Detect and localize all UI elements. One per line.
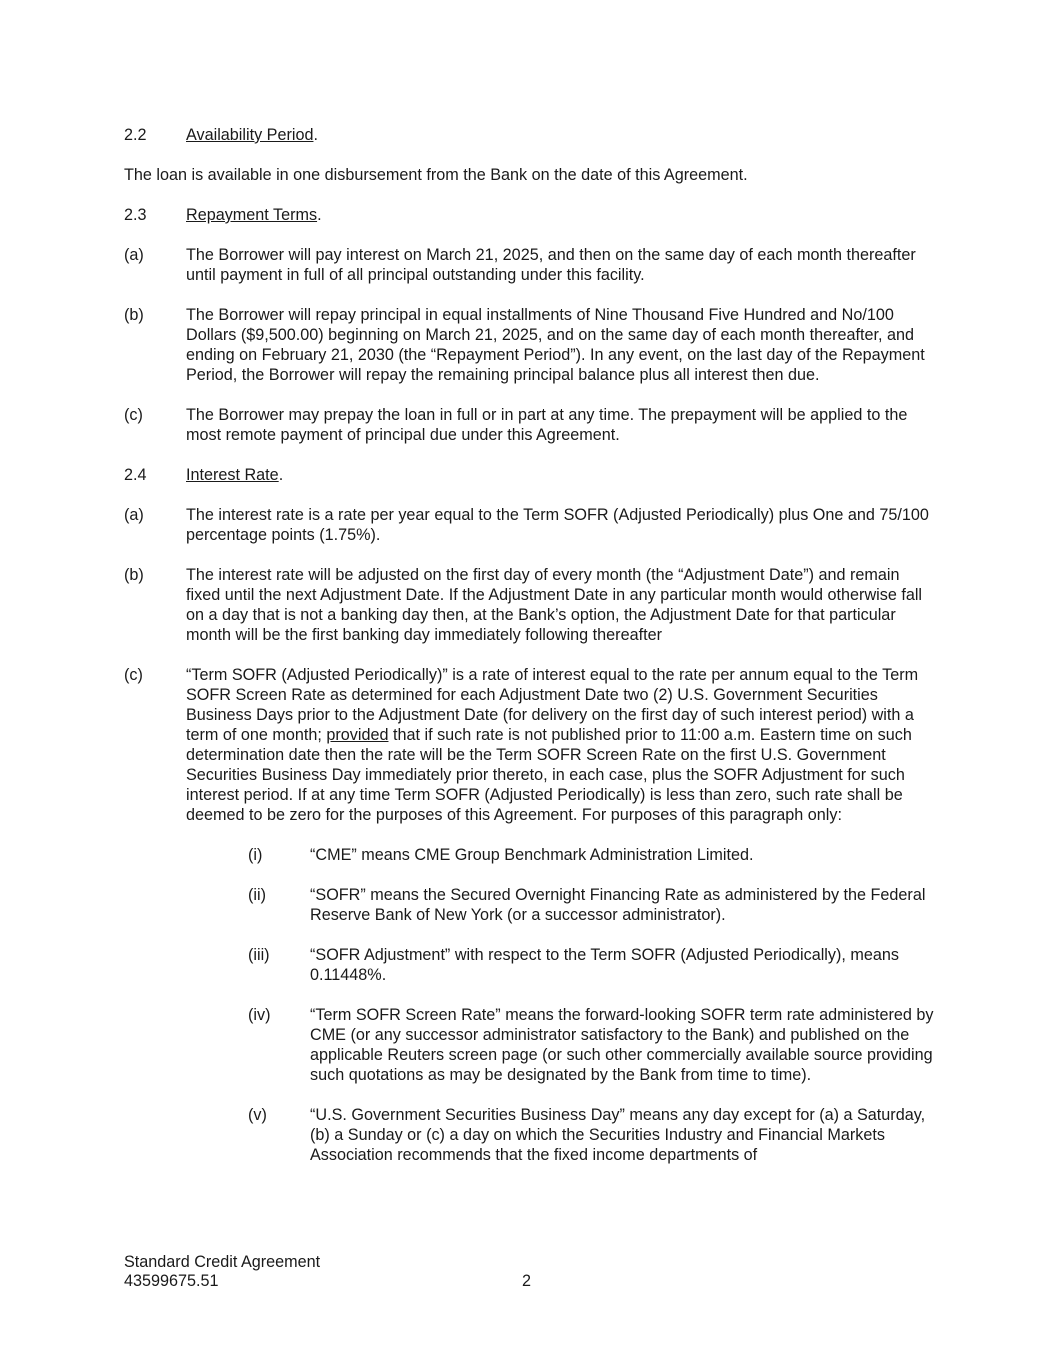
footer-doc-number: 43599675.51 bbox=[124, 1272, 219, 1290]
document-body bbox=[124, 125, 936, 1185]
definition-label: (iii) bbox=[248, 946, 270, 964]
section-number: 2.4 bbox=[124, 466, 147, 484]
clause-label: (c) bbox=[124, 666, 143, 684]
definition-text: “U.S. Government Securities Business Day” means any day except for (a) a Saturday, (b) a Sunday or (c) a day on which the Securities Industry and Financial Markets Association recommends that the fixed income departments of bbox=[310, 1106, 926, 1164]
page-number: 2 bbox=[522, 1272, 532, 1290]
section-number: 2.3 bbox=[124, 206, 147, 224]
definition-item bbox=[248, 885, 936, 925]
section-2-2-heading: 2.2 Availability Period. bbox=[124, 126, 318, 144]
clause-label: (a) bbox=[124, 506, 144, 524]
clause-text: “Term SOFR (Adjusted Periodically)” is a rate of interest equal to the rate per annum equal to the Term SOFR Screen Rate as determined for each Adjustment Date two (2) U.S. Government Securities Business Days prior to the Adjustment Date (for delivery on the first day of such interest period) with a term of one month; provided that if such rate is not published prior to 11:00 a.m. Eastern time on such determination date then the rate will be the Term SOFR Screen Rate on the first U.S. Government Securities Business Day immediately prior thereto, in each case, plus the SOFR Adjustment for such interest period. If at any time Term SOFR (Adjusted Periodically) is less than zero, such rate shall be deemed to be zero for the purposes of this Agreement. For purposes of this paragraph only: bbox=[186, 666, 919, 824]
clause-label: (c) bbox=[124, 406, 143, 424]
clause-label: (b) bbox=[124, 306, 144, 324]
repayment-clause-a bbox=[124, 245, 936, 285]
section-title: Interest Rate bbox=[186, 466, 279, 484]
clause-label: (a) bbox=[124, 246, 144, 264]
repayment-clause-c bbox=[124, 405, 936, 445]
clause-label: (b) bbox=[124, 566, 144, 584]
clause-text: The Borrower may prepay the loan in full or in part at any time. The prepayment will be applied to the most remote payment of principal due under this Agreement. bbox=[186, 406, 908, 444]
definition-label: (v) bbox=[248, 1106, 267, 1124]
definition-text: “Term SOFR Screen Rate” means the forward-looking SOFR term rate administered by CME (or any successor administrator satisfactory to the Bank) and published on the applicable Reuters screen page (or such other commercially available source providing such quotations as may be designated by the Bank from time to time). bbox=[310, 1006, 934, 1084]
section-title: Availability Period bbox=[186, 126, 314, 144]
interest-clause-c bbox=[124, 665, 936, 825]
clause-text: The interest rate will be adjusted on the first day of every month (the “Adjustment Date”) and remain fixed until the next Adjustment Date. If the Adjustment Date in any particular month would otherwise fall on a day that is not a banking day then, at the Bank’s option, the Adjustment Date for that particular month will be the first banking day immediately following thereafter bbox=[186, 566, 923, 644]
definition-label: (ii) bbox=[248, 886, 266, 904]
footer-doc-title: Standard Credit Agreement bbox=[124, 1253, 321, 1271]
definition-text: “CME” means CME Group Benchmark Administration Limited. bbox=[310, 846, 754, 864]
footer-doc-info bbox=[124, 1253, 320, 1291]
repayment-clause-b bbox=[124, 305, 936, 385]
section-title: Repayment Terms bbox=[186, 206, 318, 224]
definition-item bbox=[248, 845, 936, 865]
definition-item bbox=[248, 1105, 936, 1165]
interest-clause-b bbox=[124, 565, 936, 645]
section-number: 2.2 bbox=[124, 126, 147, 144]
definition-item bbox=[248, 945, 936, 985]
definition-label: (iv) bbox=[248, 1006, 271, 1024]
definition-label: (i) bbox=[248, 846, 263, 864]
clause-text: The interest rate is a rate per year equal to the Term SOFR (Adjusted Periodically) plus One and 75/100 percentage points (1.75%). bbox=[186, 506, 929, 544]
definition-text: “SOFR” means the Secured Overnight Financing Rate as administered by the Federal Reserve Bank of New York (or a successor administrator). bbox=[310, 886, 926, 924]
definition-text: “SOFR Adjustment” with respect to the Term SOFR (Adjusted Periodically), means 0.11448%. bbox=[310, 946, 899, 984]
clause-text: The Borrower will repay principal in equal installments of Nine Thousand Five Hundred and No/100 Dollars ($9,500.00) beginning on March 21, 2025, and on the same day of each month thereafter, and ending on February 21, 2030 (the “Repayment Period”). In any event, on the last day of the Repayment Period, the Borrower will repay the remaining principal balance plus all interest then due. bbox=[186, 306, 925, 384]
clause-text: The Borrower will pay interest on March 21, 2025, and then on the same day of each month thereafter until payment in full of all principal outstanding under this facility. bbox=[186, 246, 916, 284]
availability-paragraph: The loan is available in one disbursement from the Bank on the date of this Agreement. bbox=[124, 166, 748, 184]
provided-term: provided bbox=[326, 726, 389, 744]
interest-clause-a bbox=[124, 505, 936, 545]
section-2-4-heading: 2.4 Interest Rate. bbox=[124, 466, 284, 484]
section-2-3-heading: 2.3 Repayment Terms. bbox=[124, 206, 322, 224]
definition-item bbox=[248, 1005, 936, 1085]
